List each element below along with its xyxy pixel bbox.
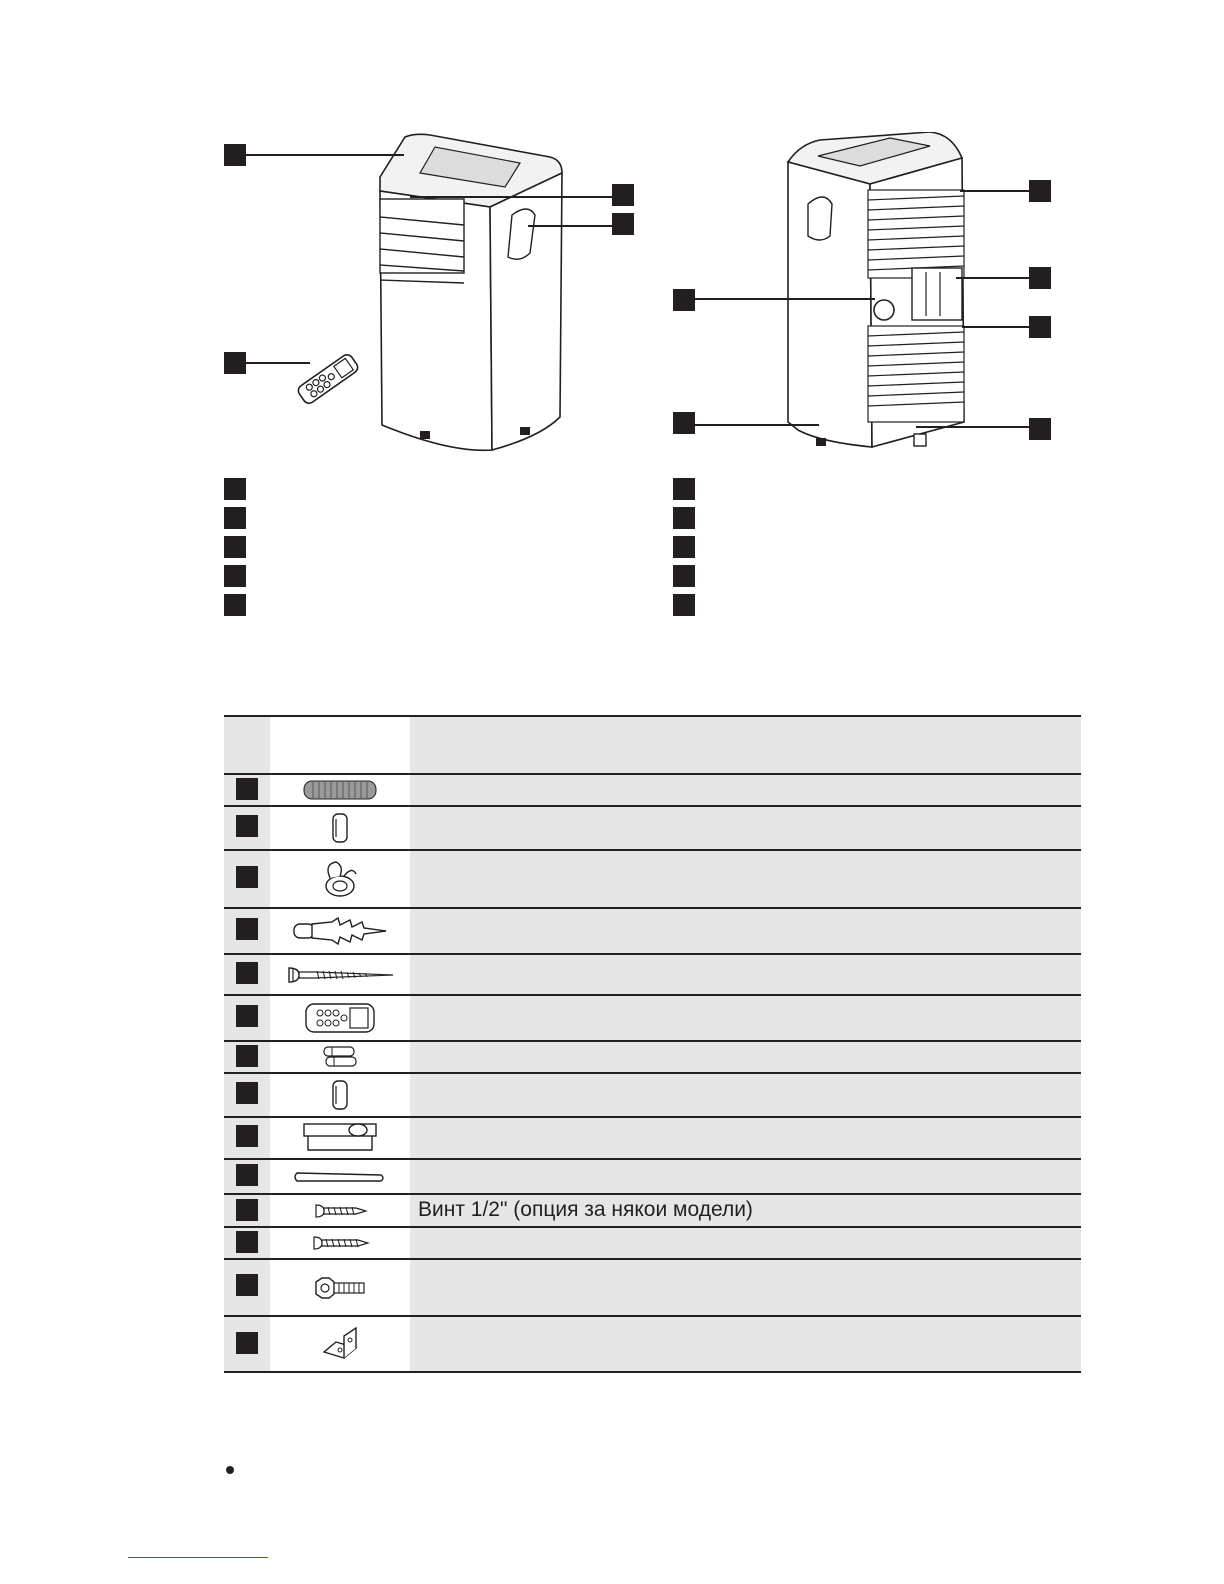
callout-box [224, 144, 246, 166]
row-number-box [236, 1332, 258, 1354]
legend-number-box [224, 536, 246, 558]
drain-connector-icon [330, 1078, 350, 1112]
table-row [224, 773, 1081, 805]
window-slider-icon [302, 1122, 378, 1154]
row-number-box [236, 1125, 258, 1147]
callout-box [673, 412, 695, 434]
screw-icon [310, 1234, 370, 1252]
hose-adapter-icon [330, 811, 350, 845]
legend-number-box [224, 594, 246, 616]
row-number-box [236, 815, 258, 837]
table-row [224, 805, 1081, 849]
wall-anchor-icon [292, 916, 388, 946]
callout-line [916, 426, 1029, 428]
remote-control-icon [304, 1002, 376, 1034]
callout-box [1029, 180, 1051, 202]
table-row [224, 1116, 1081, 1158]
bracket-icon [320, 1326, 360, 1362]
footer-link-line[interactable] [128, 1557, 268, 1558]
table-row [224, 1040, 1081, 1072]
legend-number-box [673, 565, 695, 587]
row-number-box [236, 1274, 258, 1296]
row-number-box [236, 1164, 258, 1186]
row-number-box [236, 1045, 258, 1067]
foam-seal-icon [293, 1167, 387, 1187]
batteries-icon [320, 1045, 360, 1069]
legend-number-box [224, 565, 246, 587]
table-row [224, 1158, 1081, 1193]
back-unit-illustration [780, 132, 970, 462]
callout-box [612, 213, 634, 235]
remote-control-illustration [292, 345, 364, 413]
table-row [224, 1226, 1081, 1258]
callout-box [1029, 316, 1051, 338]
exhaust-hose-icon [303, 779, 377, 801]
table-header [224, 717, 1081, 773]
callout-line [410, 196, 612, 198]
legend-number-box [673, 536, 695, 558]
row-number-box [236, 918, 258, 940]
callout-box [612, 184, 634, 206]
table-row [224, 907, 1081, 953]
bolt-icon [312, 1276, 368, 1300]
callout-box [1029, 267, 1051, 289]
row-number-box [236, 1231, 258, 1253]
row-number-box [236, 1199, 258, 1221]
bullet-point [226, 1466, 234, 1474]
table-row [224, 1072, 1081, 1116]
legend-number-box [224, 507, 246, 529]
callout-line [960, 190, 1029, 192]
row-number-box [236, 778, 258, 800]
callout-box [224, 352, 246, 374]
callout-line [246, 362, 310, 364]
callout-box [673, 289, 695, 311]
legend-number-box [673, 478, 695, 500]
callout-box [1029, 418, 1051, 440]
legend-number-box [673, 594, 695, 616]
row-number-box [236, 866, 258, 888]
window-adapter-icon [318, 856, 362, 902]
row-number-box [236, 1005, 258, 1027]
row-number-box [236, 1082, 258, 1104]
table-row [224, 1315, 1081, 1373]
table-row [224, 1193, 1081, 1226]
table-header-icon-column [270, 717, 410, 773]
table-row [224, 849, 1081, 907]
legend-number-box [673, 507, 695, 529]
row-description: Винт 1/2" (опция за някои модели) [418, 1198, 753, 1221]
wood-screw-icon [285, 964, 395, 986]
table-row [224, 994, 1081, 1040]
callout-line [695, 424, 819, 426]
row-number-box [236, 962, 258, 984]
callout-line [246, 154, 404, 156]
table-row [224, 1258, 1081, 1315]
callout-line [528, 225, 612, 227]
callout-line [962, 326, 1029, 328]
legend-number-box [224, 478, 246, 500]
table-row [224, 953, 1081, 994]
callout-line [695, 298, 875, 300]
screw-half-inch-icon [312, 1202, 368, 1220]
callout-line [956, 277, 1029, 279]
